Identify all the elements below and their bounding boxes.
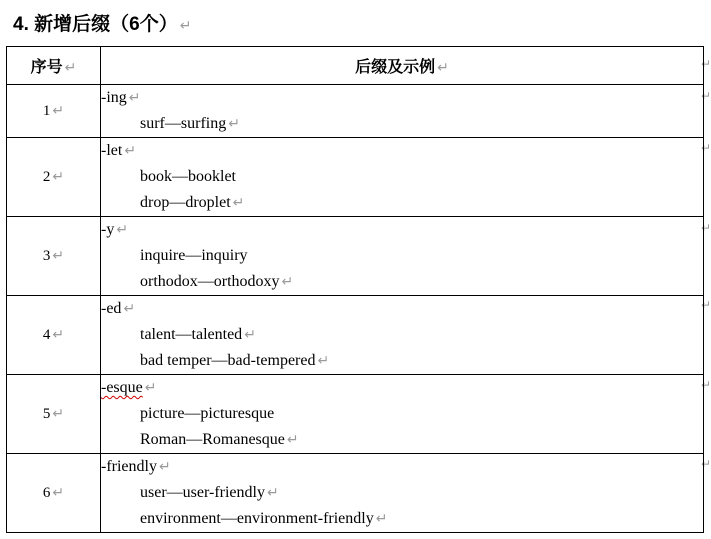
table-header-row	[7, 47, 704, 85]
row-number: 1 ↵	[7, 85, 101, 138]
row-end-mark-icon: ↵	[701, 378, 711, 392]
example-line: orthodox—orthodoxy ↵	[140, 273, 294, 290]
row-number: 4 ↵	[7, 296, 101, 375]
row-number: 5 ↵	[7, 375, 101, 454]
cell-mark-icon: ↵	[437, 60, 449, 76]
cell-mark-icon: ↵	[52, 326, 65, 343]
cell-mark-icon: ↵	[52, 405, 65, 422]
row-end-mark-icon: ↵	[701, 141, 711, 155]
row-end-mark-icon: ↵	[701, 298, 711, 312]
example-line: picture—picturesque	[140, 405, 275, 422]
suffix-cell	[101, 217, 704, 296]
table-row	[7, 454, 704, 533]
example-line: drop—droplet ↵	[140, 194, 245, 211]
cell-mark-icon: ↵	[52, 102, 65, 119]
paragraph-mark-icon: ↵	[179, 18, 192, 34]
row-number: 3 ↵	[7, 217, 101, 296]
suffix-name: -ing ↵	[101, 89, 141, 106]
suffix-name: -friendly ↵	[101, 458, 171, 475]
suffix-cell	[101, 375, 704, 454]
row-end-mark-icon: ↵	[701, 221, 711, 235]
cell-mark-icon: ↵	[52, 484, 65, 501]
cell-mark-icon: ↵	[52, 168, 65, 185]
spellcheck-underlined-text: -esque	[101, 379, 143, 396]
table-row	[7, 296, 704, 375]
cell-mark-icon: ↵	[375, 511, 388, 527]
suffix-table	[6, 46, 704, 533]
example-line: bad temper—bad-tempered ↵	[140, 352, 330, 369]
row-end-mark-icon: ↵	[701, 457, 711, 471]
row-end-mark-icon: ↵	[701, 57, 711, 71]
header-suffix-examples: 后缀及示例 ↵	[101, 47, 704, 85]
header-number: 序号 ↵	[7, 47, 101, 85]
cell-mark-icon: ↵	[281, 274, 294, 290]
example-line: Roman—Romanesque ↵	[140, 431, 299, 448]
suffix-cell	[101, 454, 704, 533]
suffix-name: -let ↵	[101, 142, 137, 159]
suffix-name	[101, 375, 703, 401]
cell-mark-icon: ↵	[232, 195, 245, 211]
cell-mark-icon: ↵	[144, 380, 157, 396]
section-heading-text: 4. 新增后缀（6个）	[13, 14, 178, 35]
cell-mark-icon: ↵	[158, 459, 171, 475]
table-row	[7, 217, 704, 296]
table-row	[7, 85, 704, 138]
example-line: environment—environment-friendly ↵	[140, 510, 388, 527]
suffix-cell	[101, 138, 704, 217]
suffix-cell	[101, 85, 704, 138]
cell-mark-icon: ↵	[317, 353, 330, 369]
cell-mark-icon: ↵	[116, 222, 129, 238]
cell-mark-icon: ↵	[244, 327, 256, 343]
cell-mark-icon: ↵	[64, 60, 77, 76]
example-line: book—booklet	[140, 168, 236, 185]
table-row	[7, 138, 704, 217]
suffix-name: -ed ↵	[101, 300, 136, 317]
example-line: user—user-friendly ↵	[140, 484, 279, 501]
row-number: 6 ↵	[7, 454, 101, 533]
cell-mark-icon: ↵	[286, 432, 299, 448]
suffix-name: -y ↵	[101, 221, 129, 238]
cell-mark-icon: ↵	[52, 247, 65, 264]
cell-mark-icon: ↵	[266, 485, 279, 501]
example-line: surf—surfing ↵	[140, 115, 240, 132]
section-heading	[13, 11, 191, 39]
cell-mark-icon: ↵	[124, 143, 137, 159]
example-line: talent—talented ↵	[140, 326, 256, 343]
suffix-cell	[101, 296, 704, 375]
cell-mark-icon: ↵	[228, 116, 240, 132]
cell-mark-icon: ↵	[128, 90, 141, 106]
row-end-mark-icon: ↵	[701, 89, 711, 103]
example-line: inquire—inquiry	[140, 247, 248, 264]
cell-mark-icon: ↵	[123, 301, 136, 317]
table-row	[7, 375, 704, 454]
row-number: 2 ↵	[7, 138, 101, 217]
